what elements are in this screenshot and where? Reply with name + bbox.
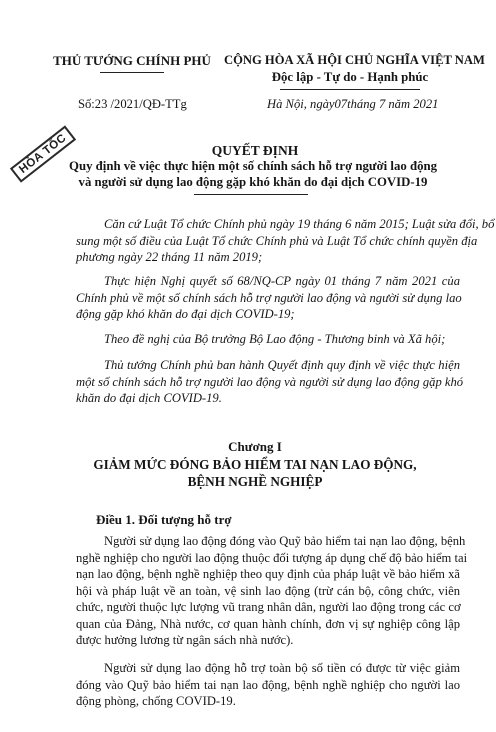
text-line: động gặp khó khăn do đại dịch COVID-19; <box>76 307 295 321</box>
agency-underline <box>100 72 164 73</box>
national-motto: Độc lập - Tự do - Hạnh phúc <box>271 70 429 84</box>
text-line: nạn lao động, bệnh nghề nghiệp theo quy định của pháp luật về bảo hiểm xã <box>76 567 460 581</box>
decision-title: QUYẾT ĐỊNH <box>211 143 299 158</box>
text-line: phương ngày 22 tháng 11 năm 2019; <box>76 250 263 264</box>
text-line: Theo đề nghị của Bộ trưởng Bộ Lao động - Thương binh và Xã hội; <box>104 332 446 346</box>
text-line: Người sử dụng lao động hỗ trợ toàn bộ số tiền có được từ việc giảm <box>104 661 460 675</box>
chapter-title-line-2: BỆNH NGHỀ NGHIỆP <box>187 474 323 489</box>
document-number: Số:23 /2021/QĐ-TTg <box>78 97 187 111</box>
decision-subtitle-line-2: và người sử dụng lao động gặp khó khăn do đại dịch COVID-19 <box>78 175 428 189</box>
text-line: được hưởng lương từ ngân sách nhà nước). <box>76 633 294 647</box>
decision-subtitle-line-1: Quy định về việc thực hiện một số chính sách hỗ trợ người lao động <box>69 159 437 173</box>
urgent-stamp: HỎA TỐC <box>10 125 76 182</box>
text-line: Chính phủ về một số chính sách hỗ trợ người lao động và người sử dụng lao <box>76 290 462 305</box>
preamble-basis-law <box>76 216 495 266</box>
text-line: nghề nghiệp cho người lao động thuộc đối tượng áp dụng chế độ bảo hiểm tai <box>76 550 468 565</box>
preamble-promulgation <box>76 357 464 407</box>
text-line: Thực hiện Nghị quyết số 68/NQ-CP ngày 01 tháng 7 năm 2021 của <box>104 274 460 288</box>
text-line: khăn do đại dịch COVID-19. <box>76 391 222 405</box>
text-line: đóng vào Quỹ bảo hiểm tai nạn lao động, bệnh nghề nghiệp cho người lao <box>76 677 460 692</box>
preamble-resolution <box>76 273 460 323</box>
national-title: CỘNG HÒA XÃ HỘI CHỦ NGHĨA VIỆT NAM <box>224 53 485 67</box>
text-line: hội và pháp luật về an toàn, vệ sinh lao động (trừ cán bộ, công chức, viên <box>76 583 460 598</box>
article-heading: Điều 1. Đối tượng hỗ trợ <box>96 512 232 527</box>
place-and-date: Hà Nội, ngày07tháng 7 năm 2021 <box>267 97 439 111</box>
text-line: động phòng, chống COVID-19. <box>76 694 236 708</box>
text-line: một số chính sách hỗ trợ người lao động và người sử dụng lao động gặp khó <box>76 374 464 389</box>
text-line: Thủ tướng Chính phủ ban hành Quyết định quy định về việc thực hiện <box>104 358 460 372</box>
article-paragraph-1 <box>76 533 468 649</box>
text-line: Căn cứ Luật Tổ chức Chính phủ ngày 19 tháng 6 năm 2015; Luật sửa đổi, bổ <box>104 217 495 231</box>
issuing-agency: THỦ TƯỚNG CHÍNH PHỦ <box>53 53 211 68</box>
chapter-title-line-1: GIẢM MỨC ĐÓNG BẢO HIỂM TAI NẠN LAO ĐỘNG, <box>93 457 417 472</box>
article-paragraph-2 <box>76 660 460 710</box>
chapter-number: Chương I <box>228 439 282 454</box>
text-line: Người sử dụng lao động đóng vào Quỹ bảo hiểm tai nạn lao động, bệnh <box>104 534 466 548</box>
preamble-proposal <box>76 331 460 348</box>
title-underline <box>194 194 308 195</box>
motto-underline <box>280 89 420 90</box>
text-line: quan của Đảng, Nhà nước, cơ quan hành chính, đơn vị sự nghiệp công lập <box>76 616 460 631</box>
text-line: chức, người thuộc lực lượng vũ trang nhân dân, người lao động trong các cơ <box>76 600 461 614</box>
text-line: sung một số điều của Luật Tổ chức Chính phủ và Luật Tổ chức chính quyền địa <box>76 233 478 248</box>
